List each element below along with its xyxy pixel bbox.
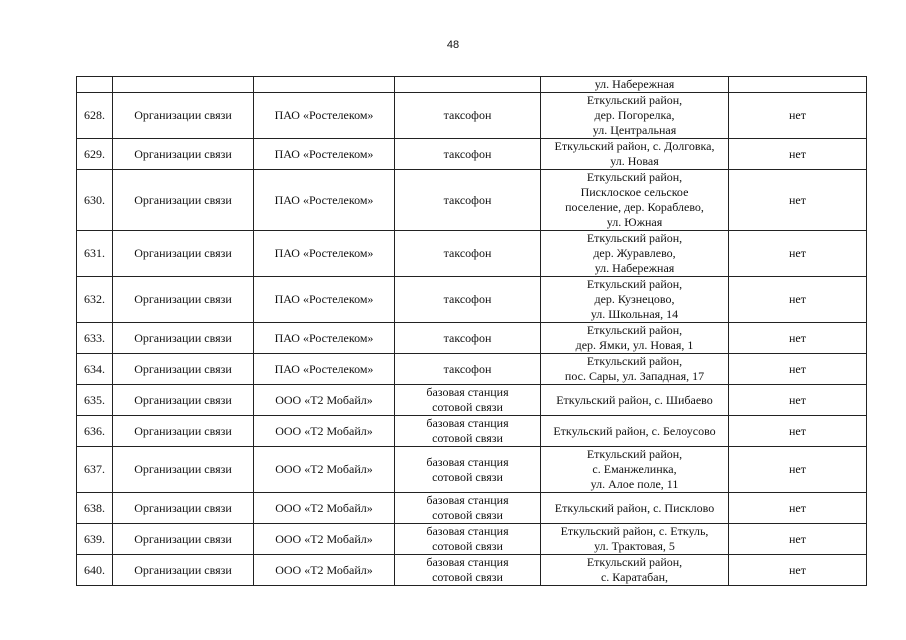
object-cell: [395, 323, 541, 354]
address-cell: [541, 555, 729, 586]
object-cell: [395, 524, 541, 555]
org-type-cell: Организации связи: [113, 555, 254, 586]
address-cell: [541, 231, 729, 277]
object-cell-line: сотовой связи: [432, 508, 503, 522]
company-cell: ПАО «Ростелеком»: [254, 354, 395, 385]
company-cell: ПАО «Ростелеком»: [254, 170, 395, 231]
address-cell-line: Еткульский район,: [586, 93, 683, 107]
address-cell-line: Еткульский район,: [586, 555, 683, 569]
object-cell: [395, 354, 541, 385]
page-number: 48: [446, 39, 460, 51]
address-cell-line: пос. Сары, ул. Западная, 17: [564, 369, 705, 383]
note-cell: [729, 77, 867, 93]
address-cell-line: ул. Школьная, 14: [590, 307, 679, 321]
object-cell-line: сотовой связи: [432, 400, 503, 414]
address-cell-line: ул. Южная: [606, 215, 663, 229]
row-number-cell: [77, 77, 113, 93]
org-type-cell: Организации связи: [113, 493, 254, 524]
object-cell: [395, 170, 541, 231]
address-cell-line: дер. Журавлево,: [593, 246, 676, 260]
company-cell: ПАО «Ростелеком»: [254, 231, 395, 277]
row-number-cell: 635.: [77, 385, 113, 416]
table-row: [77, 555, 867, 586]
address-cell-line: Еткульский район,: [586, 354, 683, 368]
row-number-cell: 638.: [77, 493, 113, 524]
address-cell: [541, 323, 729, 354]
company-cell: ПАО «Ростелеком»: [254, 139, 395, 170]
address-cell-line: Еткульский район,: [586, 323, 683, 337]
company-cell: ПАО «Ростелеком»: [254, 93, 395, 139]
company-cell: ООО «Т2 Мобайл»: [254, 385, 395, 416]
org-type-cell: Организации связи: [113, 139, 254, 170]
company-cell: [254, 77, 395, 93]
address-cell-line: Еткульский район,: [586, 447, 683, 461]
object-cell-line: таксофон: [443, 146, 492, 161]
object-cell: [395, 555, 541, 586]
object-cell: [395, 277, 541, 323]
note-cell: нет: [729, 385, 867, 416]
address-cell: [541, 524, 729, 555]
note-cell: нет: [729, 323, 867, 354]
row-number-cell: 636.: [77, 416, 113, 447]
object-cell-line: сотовой связи: [432, 539, 503, 553]
company-cell: ООО «Т2 Мобайл»: [254, 416, 395, 447]
object-cell-line: сотовой связи: [432, 469, 503, 484]
address-cell-line: Еткульский район, с. Еткуль,: [560, 524, 709, 538]
address-cell: [541, 385, 729, 416]
object-cell-line: базовая станция: [426, 385, 509, 399]
objects-table-body: [77, 77, 867, 586]
note-cell: нет: [729, 170, 867, 231]
note-cell: нет: [729, 139, 867, 170]
table-row: [77, 416, 867, 447]
object-cell-line: таксофон: [443, 246, 492, 260]
object-cell-line: таксофон: [443, 192, 492, 207]
address-cell-line: ул. Набережная: [594, 77, 675, 91]
company-cell: ООО «Т2 Мобайл»: [254, 555, 395, 586]
object-cell: [395, 493, 541, 524]
address-cell-line: с. Каратабан,: [600, 570, 669, 584]
address-cell-line: ул. Новая: [610, 154, 659, 168]
note-cell: нет: [729, 555, 867, 586]
address-cell-line: Писклоское сельское: [580, 185, 689, 199]
address-cell-line: ул. Трактовая, 5: [594, 539, 675, 553]
address-cell-line: поселение, дер. Кораблево,: [565, 200, 704, 214]
company-cell: ПАО «Ростелеком»: [254, 323, 395, 354]
object-cell-line: сотовой связи: [432, 431, 503, 445]
company-cell: ООО «Т2 Мобайл»: [254, 447, 395, 493]
note-cell: нет: [729, 231, 867, 277]
address-cell-line: Еткульский район,: [586, 277, 683, 291]
note-cell: нет: [729, 277, 867, 323]
org-type-cell: Организации связи: [113, 447, 254, 493]
object-cell: [395, 385, 541, 416]
row-number-cell: 628.: [77, 93, 113, 139]
table-row: [77, 231, 867, 277]
address-cell-line: Еткульский район, с. Долговка,: [554, 139, 715, 153]
object-cell: [395, 77, 541, 93]
org-type-cell: Организации связи: [113, 170, 254, 231]
row-number-cell: 634.: [77, 354, 113, 385]
note-cell: нет: [729, 354, 867, 385]
object-cell-line: таксофон: [443, 330, 492, 345]
table-row: [77, 93, 867, 139]
address-cell-line: ул. Центральная: [592, 123, 677, 137]
address-cell: [541, 447, 729, 493]
object-cell: [395, 93, 541, 139]
company-cell: ООО «Т2 Мобайл»: [254, 524, 395, 555]
row-number-cell: 629.: [77, 139, 113, 170]
address-cell-line: ул. Набережная: [594, 261, 675, 275]
address-cell: [541, 170, 729, 231]
address-cell: [541, 493, 729, 524]
note-cell: нет: [729, 524, 867, 555]
row-number-cell: 637.: [77, 447, 113, 493]
table-row: [77, 277, 867, 323]
address-cell: [541, 139, 729, 170]
address-cell-line: Еткульский район,: [586, 170, 683, 184]
address-cell-line: ул. Алое поле, 11: [590, 477, 679, 491]
org-type-cell: Организации связи: [113, 323, 254, 354]
org-type-cell: Организации связи: [113, 354, 254, 385]
row-number-cell: 640.: [77, 555, 113, 586]
org-type-cell: Организации связи: [113, 231, 254, 277]
table-row: [77, 447, 867, 493]
org-type-cell: Организации связи: [113, 416, 254, 447]
row-number-cell: 633.: [77, 323, 113, 354]
note-cell: нет: [729, 416, 867, 447]
address-cell-line: Еткульский район, с. Белоусово: [553, 423, 716, 438]
object-cell: [395, 139, 541, 170]
table-row: [77, 77, 867, 93]
address-cell-line: Еткульский район, с. Шибаево: [556, 392, 713, 407]
address-cell-line: Еткульский район, с. Писклово: [554, 500, 715, 515]
object-cell: [395, 447, 541, 493]
object-cell-line: таксофон: [443, 361, 492, 376]
address-cell: [541, 77, 729, 93]
address-cell-line: дер. Кузнецово,: [594, 292, 675, 306]
table-row: [77, 524, 867, 555]
address-cell: [541, 416, 729, 447]
table-row: [77, 354, 867, 385]
address-cell: [541, 93, 729, 139]
address-cell-line: дер. Погорелка,: [594, 108, 675, 122]
object-cell: [395, 416, 541, 447]
object-cell: [395, 231, 541, 277]
company-cell: ООО «Т2 Мобайл»: [254, 493, 395, 524]
org-type-cell: Организации связи: [113, 524, 254, 555]
note-cell: нет: [729, 493, 867, 524]
note-cell: нет: [729, 93, 867, 139]
address-cell-line: с. Еманжелинка,: [592, 462, 677, 476]
address-cell: [541, 354, 729, 385]
object-cell-line: базовая станция: [426, 416, 509, 430]
table-row: [77, 170, 867, 231]
object-cell-line: базовая станция: [426, 454, 509, 469]
table-row: [77, 493, 867, 524]
object-cell-line: таксофон: [443, 292, 492, 306]
address-cell: [541, 277, 729, 323]
object-cell-line: базовая станция: [426, 524, 509, 538]
objects-table: [76, 76, 867, 586]
org-type-cell: Организации связи: [113, 93, 254, 139]
row-number-cell: 632.: [77, 277, 113, 323]
org-type-cell: Организации связи: [113, 385, 254, 416]
row-number-cell: 631.: [77, 231, 113, 277]
row-number-cell: 630.: [77, 170, 113, 231]
address-cell-line: дер. Ямки, ул. Новая, 1: [575, 338, 694, 352]
table-row: [77, 385, 867, 416]
object-cell-line: таксофон: [443, 108, 492, 122]
object-cell-line: базовая станция: [426, 493, 509, 507]
org-type-cell: [113, 77, 254, 93]
org-type-cell: Организации связи: [113, 277, 254, 323]
table-row: [77, 139, 867, 170]
address-cell-line: Еткульский район,: [586, 231, 683, 245]
note-cell: нет: [729, 447, 867, 493]
object-cell-line: базовая станция: [426, 555, 509, 569]
company-cell: ПАО «Ростелеком»: [254, 277, 395, 323]
object-cell-line: сотовой связи: [432, 570, 503, 584]
table-row: [77, 323, 867, 354]
row-number-cell: 639.: [77, 524, 113, 555]
